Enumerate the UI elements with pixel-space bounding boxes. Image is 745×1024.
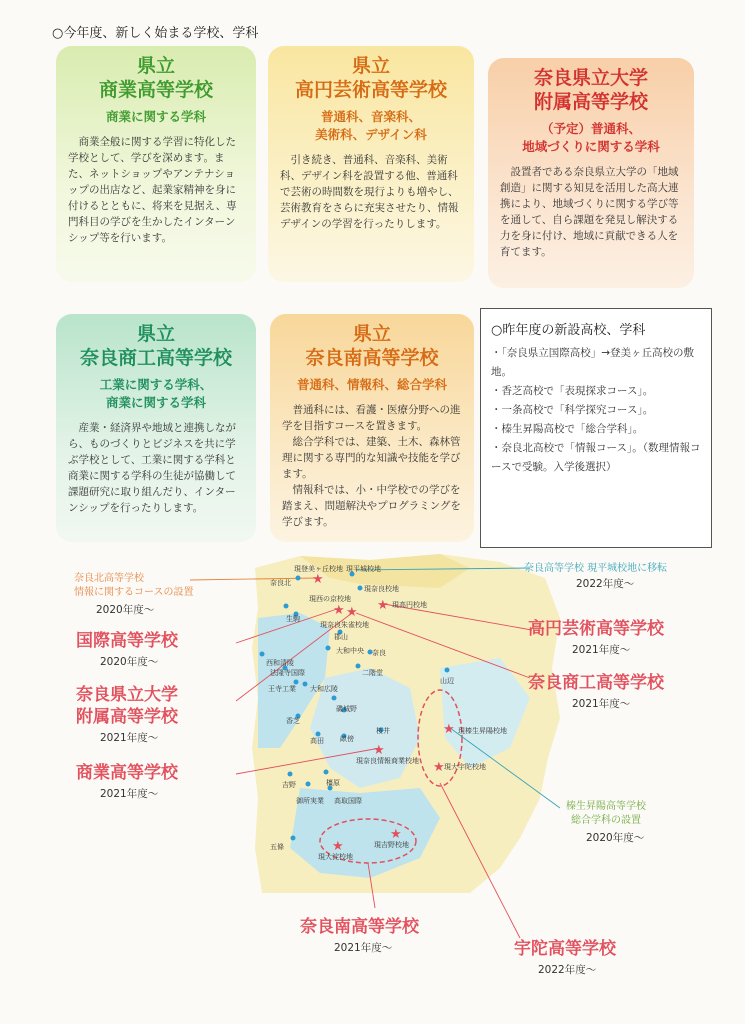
list-item: ・一条高校で「科学探究コース」。 (491, 404, 654, 416)
card-title-prefix: 県立 (352, 323, 391, 345)
card-nan (270, 314, 474, 542)
map-place: 橿原 (326, 779, 340, 787)
callout-nan: 奈良南高等学校 (300, 917, 419, 937)
list-item: ・「奈良県立国際高校」→登美ヶ丘高校の敷地。 (491, 347, 695, 378)
map-place: 西和清陵 (266, 659, 294, 667)
last-year-list (491, 344, 701, 477)
callout-year: 2021年度～ (572, 644, 631, 656)
list-item: ・榛生昇陽高校で「総合学科」。 (491, 423, 644, 435)
school-dot (358, 586, 363, 591)
school-dot (303, 682, 308, 687)
card-subtitle: 商業に関する学科 (105, 109, 206, 124)
map-place: 現登美ヶ丘校地 (294, 565, 343, 573)
page-heading: ○今年度、新しく始まる学校、学科 (52, 26, 259, 41)
map-place: 現奈良朱雀校地 (320, 621, 369, 629)
card-description: 産業・経済界や地域と連携しながら、ものづくりとビジネスを共に学ぶ学校として、工業に関する学科と商業に関する学科の生徒が協働して課題研究に取り組んだり、インターンシップを行ったりします。 (68, 422, 236, 514)
last-year-box (480, 308, 712, 548)
map-place: 高田 (310, 737, 324, 745)
school-dot (356, 664, 361, 669)
card-title-prefix: 県立 (136, 55, 175, 77)
map-place: 現大宇陀校地 (444, 763, 486, 771)
map-place: 現西の京校地 (309, 595, 351, 603)
star-icon: ★ (390, 827, 402, 842)
map-place: 大和広陵 (310, 685, 338, 693)
map-place: 生駒 (286, 615, 300, 623)
school-dot (291, 836, 296, 841)
callout-shoko: 奈良商工高等学校 (528, 673, 664, 693)
map-place: 郡山 (334, 633, 348, 641)
callout-narakoto: 奈良高等学校 現平城校地に移転 (524, 563, 668, 574)
card-title: 商業高等学校 (98, 79, 213, 101)
school-dot (284, 604, 289, 609)
callout-year: 2021年度～ (334, 942, 393, 954)
list-item: ・奈良北高校で「情報コース」。（数理情報コースで受験。入学後選択） (491, 442, 701, 473)
card-title: 奈良南高等学校 (305, 347, 439, 369)
card-description: 引き続き、普通科、音楽科、美術科、デザイン科を設置する他、普通科で芸術の時間数を現行よりも増やし、芸術教育をさらに充実させたり、情報デザインの学習を行ったりします。 (280, 154, 459, 230)
map-place: 二階堂 (362, 669, 383, 677)
map-place: 五條 (270, 843, 284, 851)
callout-year: 2022年度～ (576, 578, 635, 590)
card-takamado (268, 46, 474, 282)
star-icon: ★ (333, 603, 345, 618)
star-icon: ★ (346, 605, 358, 620)
map-place: 現吉野校地 (374, 841, 409, 849)
school-dot (324, 770, 329, 775)
star-icon: ★ (373, 743, 385, 758)
callout-year: 2021年度～ (572, 698, 631, 710)
card-title: 奈良県立大学 (533, 67, 648, 89)
map-place: 桜井 (376, 727, 390, 735)
card-title-prefix: 県立 (351, 55, 390, 77)
last-year-heading: ○昨年度の新設高校、学科 (491, 323, 646, 338)
map-place: 吉野 (282, 781, 296, 789)
map-place: 御所実業 (296, 797, 324, 805)
map-place: 現大淀校地 (318, 853, 353, 861)
card-title: 附属高等学校 (533, 91, 648, 113)
map-place: 奈良北 (270, 579, 291, 587)
callout-year: 2020年度～ (586, 832, 645, 844)
map-place: 山辺 (440, 677, 454, 685)
callout-year: 2022年度～ (538, 964, 597, 976)
card-univ (488, 58, 694, 288)
map-place: 香芝 (286, 717, 300, 725)
school-dot (306, 782, 311, 787)
map-place: 法隆寺国際 (270, 669, 305, 677)
star-icon: ★ (377, 598, 389, 613)
map-place: 奈良 (372, 649, 386, 657)
star-icon: ★ (433, 760, 445, 775)
map-place: 現奈良校地 (364, 585, 399, 593)
school-dot (288, 772, 293, 777)
list-item: ・香芝高校で「表現探求コース」。 (491, 385, 654, 397)
callout-kokusai: 国際高等学校 (76, 631, 178, 651)
card-description: 普通科には、看護・医療分野への進学を目指すコースを置きます。 総合学科では、建築、土木、森林管理に関する専門的な知識や技能を学びます。 情報科では、小・中学校での学びを踏まえ、問題解決やプログラミングを学びます。 (282, 404, 461, 528)
school-dot (296, 576, 301, 581)
callout-year: 2020年度～ (96, 604, 155, 616)
school-dot (445, 668, 450, 673)
card-title: 奈良商工高等学校 (79, 347, 232, 369)
callout-univ: 奈良県立大学 附属高等学校 (76, 685, 178, 727)
callout-year: 2020年度～ (100, 656, 159, 668)
star-icon: ★ (312, 572, 324, 587)
callout-narakita: 奈良北高等学校 情報に関するコースの設置 (74, 573, 194, 598)
callout-year: 2021年度～ (100, 788, 159, 800)
card-subtitle: 普通科、情報科、総合学科 (296, 377, 447, 392)
card-description: 設置者である奈良県立大学の「地域創造」に関する知見を活用した高大連携により、地域づくりに関する学び等を通して、自ら課題を発見し解決する力を身に付け、地域に貢献できる人を育てます。 (500, 166, 679, 258)
card-title: 高円芸術高等学校 (294, 79, 447, 101)
star-icon: ★ (443, 722, 455, 737)
callout-shinsei: 榛生昇陽高等学校 総合学科の設置 (566, 801, 646, 826)
card-subtitle: 工業に関する学科、 商業に関する学科 (99, 377, 213, 410)
card-description: 商業全般に関する学習に特化した学校として、学びを深めます。また、ネットショップやアンテナショップの出店など、起業家精神を身に付けるとともに、将来を見据え、専門科目の学びを生かしたインターンシップ等を行います。 (68, 136, 237, 244)
map-place: 磯城野 (336, 705, 357, 713)
callout-year: 2021年度～ (100, 732, 159, 744)
star-icon: ★ (332, 839, 344, 854)
card-title-prefix: 県立 (136, 323, 175, 345)
map-place: 高取国際 (334, 797, 362, 805)
map-place: 現高円校地 (392, 601, 427, 609)
school-dot (260, 652, 265, 657)
card-subtitle: （予定）普通科、 地域づくりに関する学科 (522, 121, 660, 154)
school-dot (332, 696, 337, 701)
map-place: 現榛生昇陽校地 (458, 727, 507, 735)
map-place: 現奈良情報商業校地 (356, 757, 419, 765)
school-dot (326, 646, 331, 651)
map-place: 王寺工業 (268, 685, 296, 693)
card-subtitle: 普通科、音楽科、 美術科、デザイン科 (315, 109, 427, 142)
map-place: 大和中央 (336, 647, 364, 655)
callout-uda: 宇陀高等学校 (514, 939, 616, 959)
map-place: 畝傍 (340, 735, 354, 743)
callout-takamado: 高円芸術高等学校 (528, 619, 664, 639)
callout-shogyo: 商業高等学校 (76, 763, 178, 783)
card-shoko (56, 314, 256, 542)
card-shogyo (56, 46, 256, 282)
map-place: 現平城校地 (346, 565, 381, 573)
